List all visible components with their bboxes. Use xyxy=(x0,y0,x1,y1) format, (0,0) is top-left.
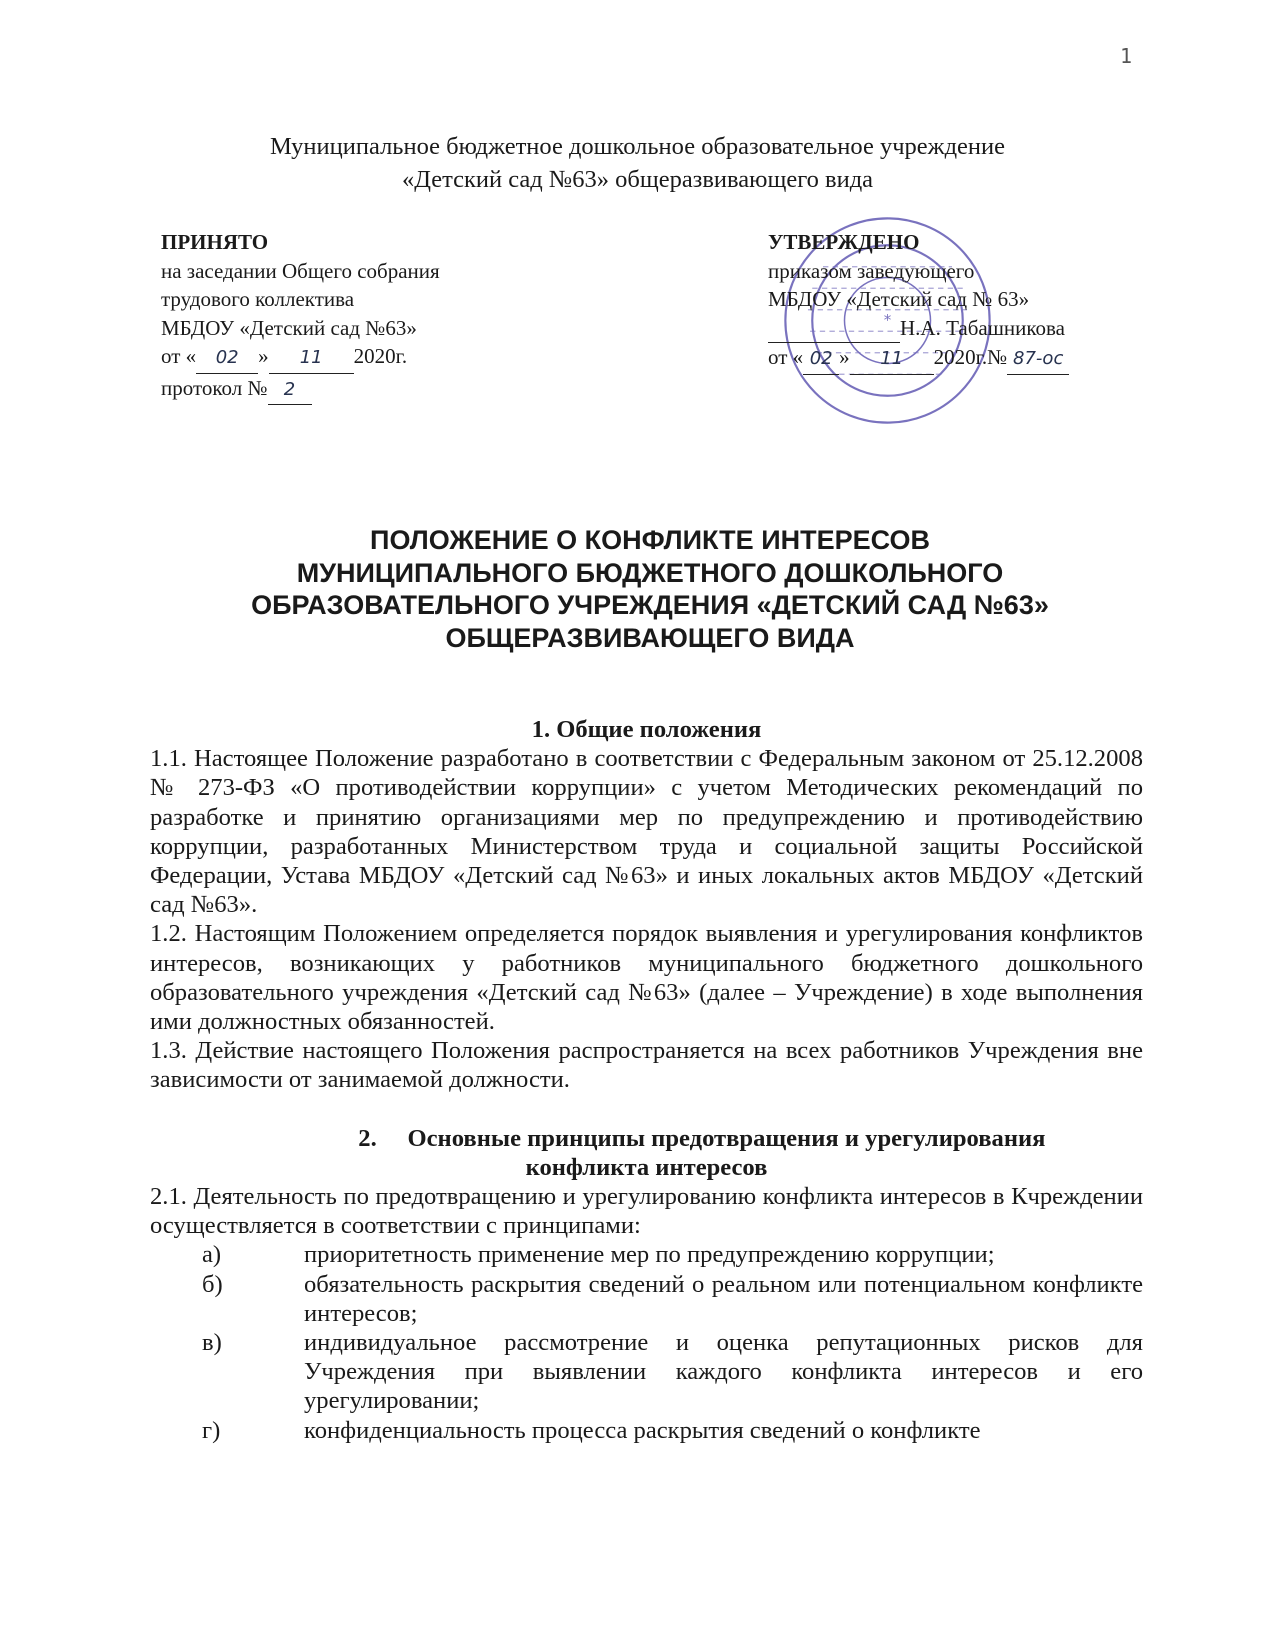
approved-block xyxy=(768,228,1128,375)
approved-date-month: 11 xyxy=(850,345,934,375)
list-text: обязательность раскрытия сведений о реальном или потенциальном конфликте интересов; xyxy=(304,1270,1143,1327)
accepted-date: от « 02 » 11 2020г. xyxy=(161,342,581,374)
paragraph-1-2: 1.2. Настоящим Положением определяется порядок выявления и урегулирования конфликтов интересов, возникающих у работников муниципального бюджетного дошкольного образовательного учреждения «Детский сад №63» (далее – Учреждение) в ходе выполнения ими должностных обязанностей. xyxy=(150,920,1143,1036)
approved-signature-line xyxy=(768,314,1128,344)
section-1-heading: 1. Общие положения xyxy=(531,716,762,743)
accepted-line-3: МБДОУ «Детский сад №63» xyxy=(161,315,417,340)
accepted-heading: ПРИНЯТО xyxy=(161,230,269,254)
accepted-protocol: протокол № 2 xyxy=(161,374,581,406)
svg-text:*: * xyxy=(883,310,892,329)
list-marker: в) xyxy=(202,1329,222,1357)
title-line-1: ПОЛОЖЕНИЕ О КОНФЛИКТЕ ИНТЕРЕСОВ xyxy=(370,525,930,555)
signature-blank xyxy=(768,314,900,344)
document-title xyxy=(150,524,1150,654)
list-marker: а) xyxy=(202,1241,222,1269)
accepted-line-1: на заседании Общего собрания xyxy=(161,258,440,283)
section-2-number: 2. xyxy=(358,1124,377,1152)
accepted-line-2: трудового коллектива xyxy=(161,287,355,311)
title-line-2: МУНИЦИПАЛЬНОГО БЮДЖЕТНОГО ДОШКОЛЬНОГО xyxy=(296,557,1004,588)
accepted-block xyxy=(161,228,581,405)
list-item xyxy=(150,1270,1143,1328)
list-item xyxy=(150,1416,1143,1445)
paragraph-1-1: 1.1. Настоящее Положение разработано в соответствии с Федеральным законом от 25.12.2008 № 273-ФЗ «О противодействии коррупции» с учетом Методических рекомендаций по разработке и принятию организациями мер по предупреждению и противодействию коррупции, разработанных Министерством труда и социальной защиты Российской Федерации, Устава МБДОУ «Детский сад №63» и иных локальных актов МБДОУ «Детский сад №63». xyxy=(150,745,1143,919)
list-item xyxy=(150,1328,1143,1416)
approved-heading: УТВЕРЖДЕНО xyxy=(768,230,920,254)
list-text: конфиденциальность процесса раскрытия сведений о конфликте xyxy=(304,1416,981,1444)
section-2-heading-line-1: Основные принципы предотвращения и урегулирования xyxy=(407,1124,1046,1152)
protocol-number: 2 xyxy=(268,376,312,406)
accepted-date-month: 11 xyxy=(269,344,354,374)
signer-name: Н.А. Табашникова xyxy=(900,315,1065,340)
list-marker: б) xyxy=(202,1270,223,1298)
accepted-date-day: 02 xyxy=(196,344,258,374)
org-name-line-2: «Детский сад №63» общеразвивающего вида xyxy=(401,166,874,193)
document-body xyxy=(150,715,1143,1445)
approved-date: от « 02 » 11 2020г.№ 87-ос xyxy=(768,343,1128,375)
paragraph-2-1: 2.1. Деятельность по предотвращению и урегулированию конфликта интересов в Кчреждении осуществляется в соответствии с принципами: xyxy=(150,1183,1143,1240)
paragraph-1-3: 1.3. Действие настоящего Положения распространяется на всех работников Учреждения вне зависимости от занимаемой должности. xyxy=(150,1037,1143,1094)
section-2-heading xyxy=(150,1124,1143,1153)
page-number: 1 xyxy=(1120,44,1133,68)
list-text: приоритетность применение мер по предупреждению коррупции; xyxy=(304,1241,995,1269)
list-item xyxy=(150,1240,1143,1269)
approved-date-day: 02 xyxy=(803,345,839,375)
approved-line-2: МБДОУ «Детский сад № 63» xyxy=(768,287,1030,311)
title-line-4: ОБЩЕРАЗВИВАЮЩЕГО ВИДА xyxy=(445,622,855,653)
order-number: 87-ос xyxy=(1007,345,1069,375)
list-marker: г) xyxy=(202,1416,221,1444)
org-name-line-1: Муниципальное бюджетное дошкольное образовательное учреждение xyxy=(270,133,1005,160)
list-text: индивидуальное рассмотрение и оценка репутационных рисков для Учреждения при выявлении каждого конфликта интересов и его урегулировании; xyxy=(304,1329,1143,1415)
section-2-heading-line-2: конфликта интересов xyxy=(525,1153,768,1181)
title-line-3: ОБРАЗОВАТЕЛЬНОГО УЧРЕЖДЕНИЯ «ДЕТСКИЙ САД №63» xyxy=(251,590,1049,620)
organization-header xyxy=(120,130,1155,196)
approved-line-1: приказом заведующего xyxy=(768,258,975,283)
